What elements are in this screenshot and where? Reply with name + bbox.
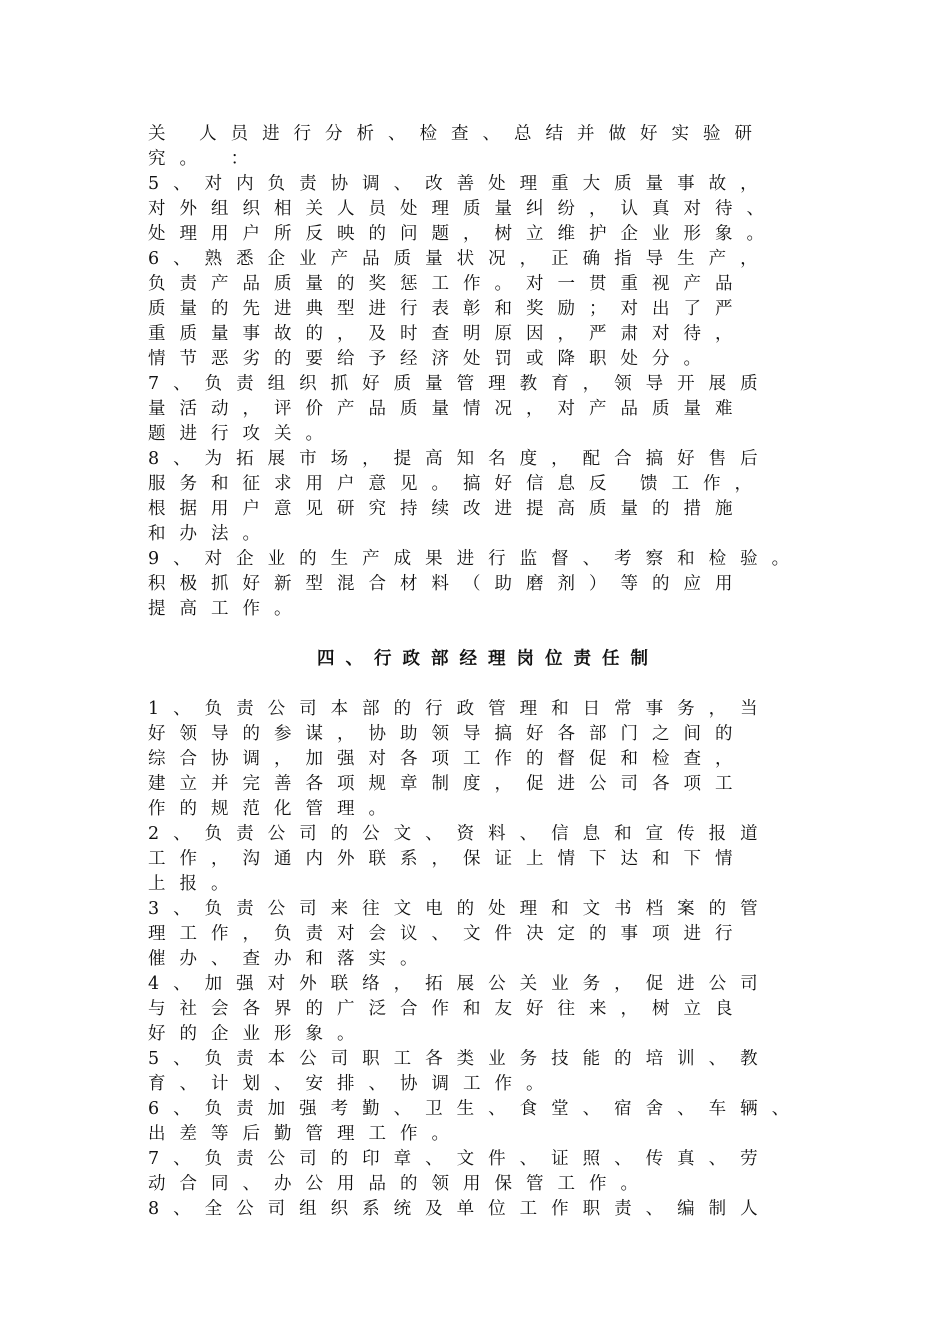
document-body xyxy=(148,122,808,1222)
text-line: 2、负责公司的公文、资料、信息和宣传报道 xyxy=(148,824,772,844)
text-line: 4、加强对外联络，拓展公关业务，促进公司 xyxy=(148,974,772,994)
text-line: 催办、查办和落实。 xyxy=(148,949,432,969)
text-line: 关 人员进行分析、检查、总结并做好实验研 xyxy=(148,124,767,144)
text-line: 动合同、办公用品的领用保管工作。 xyxy=(148,1174,652,1194)
text-line: 对外组织相关人员处理质量纠纷，认真对待、 xyxy=(148,199,778,219)
text-line: 积极抓好新型混合材料（助磨剂）等的应用 xyxy=(148,574,747,594)
text-line: 5、对内负责协调、改善处理重大质量事故， xyxy=(148,174,772,194)
text-line: 好的企业形象。 xyxy=(148,1024,369,1044)
quality-duties-section xyxy=(148,122,808,622)
text-line: 出差等后勤管理工作。 xyxy=(148,1124,463,1144)
text-line: 处理用户所反映的问题，树立维护企业形象。 xyxy=(148,224,778,244)
text-line: 重质量事故的，及时查明原因，严肃对待， xyxy=(148,324,747,344)
text-line: 作的规范化管理。 xyxy=(148,799,400,819)
text-line: 工作，沟通内外联系，保证上情下达和下情 xyxy=(148,849,747,869)
text-line: 建立并完善各项规章制度，促进公司各项工 xyxy=(148,774,747,794)
text-line: 理工作，负责对会议、文件决定的事项进行 xyxy=(148,924,747,944)
text-line: 质量的先进典型进行表彰和奖励；对出了严 xyxy=(148,299,747,319)
text-line: 究。 ： xyxy=(148,149,263,169)
text-line: 5、负责本公司职工各类业务技能的培训、教 xyxy=(148,1049,772,1069)
text-line: 和办法。 xyxy=(148,524,274,544)
text-line: 3、负责公司来往文电的处理和文书档案的管 xyxy=(148,899,772,919)
text-line: 负责产品质量的奖惩工作。对一贯重视产品 xyxy=(148,274,747,294)
text-line: 服务和征求用户意见。搞好信息反 馈工作， xyxy=(148,474,767,494)
text-line: 综合协调，加强对各项工作的督促和检查， xyxy=(148,749,747,769)
text-line: 根据用户意见研究持续改进提高质量的措施 xyxy=(148,499,747,519)
text-line: 上报。 xyxy=(148,874,243,894)
text-line: 6、负责加强考勤、卫生、食堂、宿舍、车辆、 xyxy=(148,1099,804,1119)
text-line: 与社会各界的广泛合作和友好往来，树立良 xyxy=(148,999,747,1019)
text-line: 1、负责公司本部的行政管理和日常事务，当 xyxy=(148,699,772,719)
text-line: 8、全公司组织系统及单位工作职责、编制人 xyxy=(148,1199,772,1219)
admin-manager-duties-section xyxy=(148,697,808,1222)
text-line: 提高工作。 xyxy=(148,599,306,619)
text-line: 7、负责组织抓好质量管理教育，领导开展质 xyxy=(148,374,772,394)
text-line: 情节恶劣的要给予经济处罚或降职处分。 xyxy=(148,349,715,369)
text-line: 6、熟悉企业产品质量状况，正确指导生产， xyxy=(148,249,772,269)
text-line: 好领导的参谋，协助领导搞好各部门之间的 xyxy=(148,724,747,744)
section-heading: 四、行政部经理岗位责任制 xyxy=(317,649,659,669)
text-line: 8、为拓展市场，提高知名度，配合搞好售后 xyxy=(148,449,772,469)
text-line: 量活动，评价产品质量情况，对产品质量难 xyxy=(148,399,747,419)
text-line: 9、对企业的生产成果进行监督、考察和检验。 xyxy=(148,549,804,569)
text-line: 育、计划、安排、协调工作。 xyxy=(148,1074,558,1094)
text-line: 7、负责公司的印章、文件、证照、传真、劳 xyxy=(148,1149,772,1169)
text-line: 题进行攻关。 xyxy=(148,424,337,444)
